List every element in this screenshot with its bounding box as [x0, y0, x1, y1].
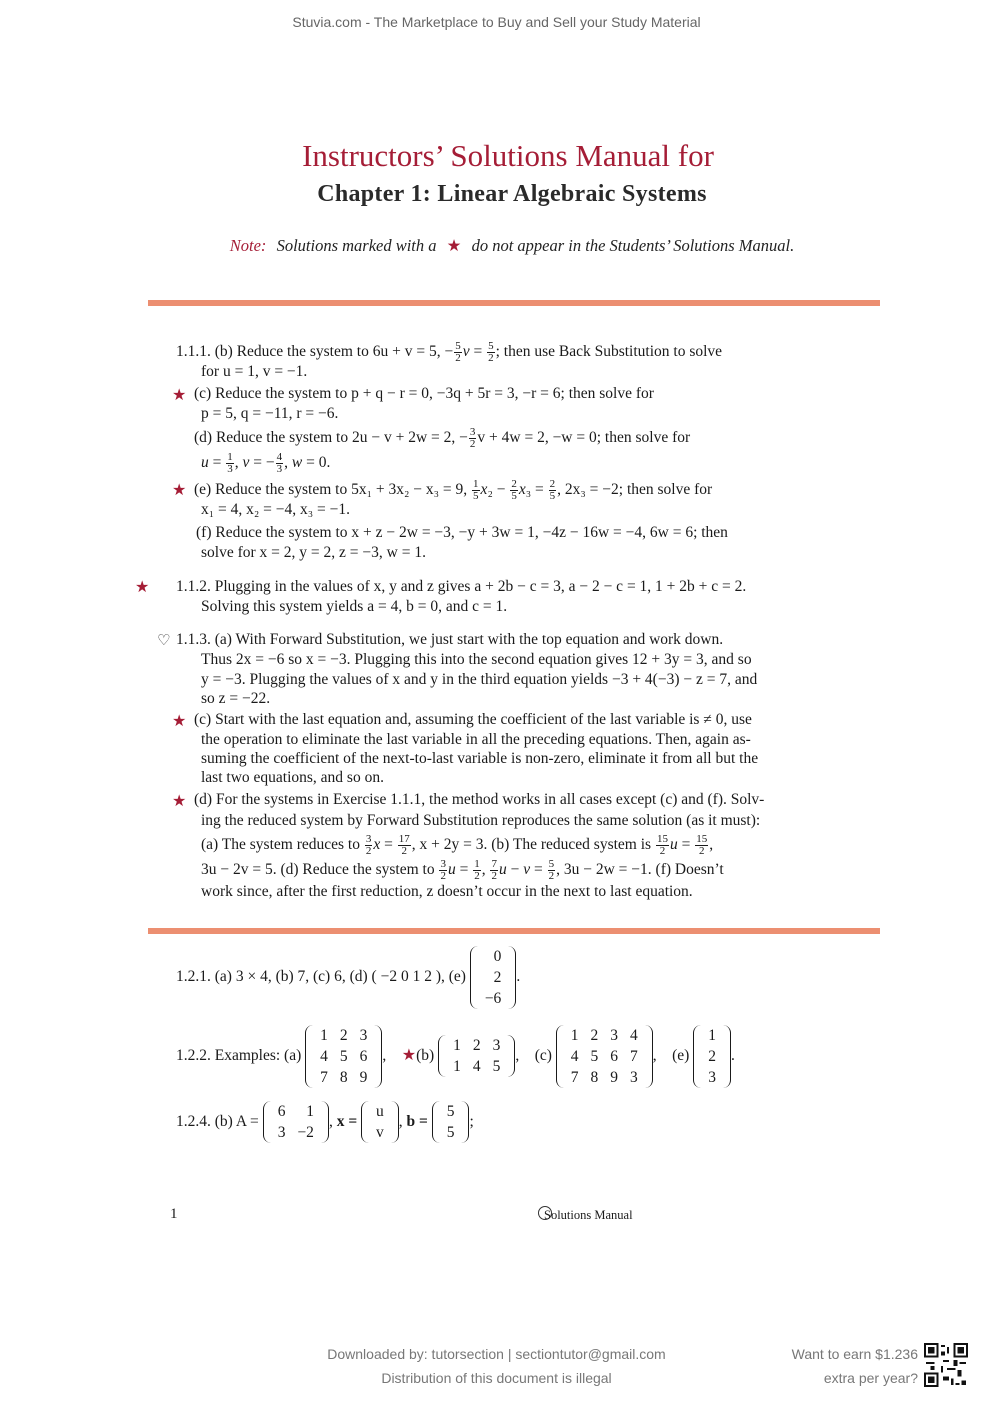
- matrix-entry: −6: [484, 989, 502, 1007]
- matrix-entry: 5: [492, 1058, 501, 1076]
- matrix-A: [263, 1101, 329, 1143]
- exercise-1-1-3-d: (d) For the systems in Exercise 1.1.1, the method works in all cases except (c) and (f). Solv-: [194, 791, 765, 808]
- matrix-entry: 6: [359, 1047, 368, 1065]
- matrix-entry: 4: [320, 1047, 328, 1065]
- exercise-1-1-3-c: (c) Start with the last equation and, assuming the coefficient of the last variable is ≠ 0, use: [194, 711, 752, 728]
- exercise-1-1-1-e-cont: x₁ = 4, x₂ = −4, x₃ = −1.: [201, 501, 351, 518]
- exercise-1-1-1-d-cont: u = $\frac{1}{3}$ , v = − $\frac{4}{3}$ , w = 0.: [201, 451, 331, 475]
- exercise-1-1-1-c-cont: p = 5, q = −11, r = −6.: [201, 405, 339, 422]
- matrix-entry: −2: [297, 1124, 314, 1142]
- download-info: Downloaded by: tutorsection | sectiontutor@gmail.com: [327, 1346, 666, 1362]
- matrix-entry: 9: [610, 1068, 619, 1086]
- exercise-1-1-3-d-cont: 3u − 2v = 5. (d) Reduce the system to $\frac{3}{2}$ u = $\frac{1}{2}$ , $\frac{7}{2}$ u − v = $\frac{5}{2}$ , 3u − 2w = −1. (f) Doesn’t: [201, 858, 724, 882]
- exercise-1-2-4: 1.2.4. (b) A = 6 1 3 −2 , x = u v , b = 5 5 ;: [176, 1103, 474, 1142]
- exercise-1-1-3-c-cont: last two equations, and so on.: [201, 769, 384, 786]
- exercise-1-1-1-f-cont: solve for x = 2, y = 2, z = −3, w = 1.: [201, 544, 426, 561]
- matrix-entry: 1: [320, 1026, 328, 1044]
- section-divider: [148, 300, 880, 306]
- matrix-entry: 1: [708, 1026, 716, 1044]
- matrix-entry: 3: [359, 1026, 368, 1044]
- star-icon: ★: [401, 1047, 417, 1064]
- exercise-1-1-1-b-cont: for u = 1, v = −1.: [201, 363, 308, 380]
- matrix-entry: 4: [570, 1047, 579, 1065]
- matrix-entry: 5: [339, 1047, 348, 1065]
- exercise-1-1-2: 1.1.2. Plugging in the values of x, y and z gives a + 2b − c = 3, a − 2 − c = 1, 1 + 2b + c = 2.: [176, 578, 747, 595]
- matrix-entry: 8: [339, 1068, 348, 1086]
- matrix-entry: 2: [590, 1026, 599, 1044]
- heart-icon: ♡: [157, 633, 171, 649]
- exercise-1-1-3-d-cont: ing the reduced system by Forward Substitution reproduces the same solution (as it must):: [201, 812, 761, 829]
- stuvia-banner[interactable]: Stuvia.com - The Marketplace to Buy and Sell your Study Material: [292, 14, 701, 30]
- earn-promo-line2[interactable]: extra per year?: [823, 1370, 918, 1386]
- matrix-entry: 2: [339, 1026, 348, 1044]
- matrix-entry: 1: [453, 1058, 461, 1076]
- manual-footer: Solutions Manual: [538, 1206, 633, 1223]
- matrix-entry: 0: [493, 947, 502, 965]
- exercise-1-1-1-d: (d) Reduce the system to 2u − v + 2w = 2, − $\frac{3}{2}$ v + 4w = 2, −w = 0; then solve for: [194, 426, 691, 450]
- matrix-entry: 7: [570, 1068, 579, 1086]
- matrix-entry: u: [376, 1103, 384, 1121]
- matrix-entry: 2: [493, 968, 502, 986]
- vector-b: [432, 1101, 470, 1143]
- matrix-entry: 7: [630, 1047, 638, 1065]
- vector-x: [361, 1101, 399, 1143]
- note-text-before: Solutions marked with a: [276, 236, 437, 255]
- matrix-entry: 6: [277, 1103, 286, 1121]
- distribution-notice: Distribution of this document is illegal: [381, 1370, 612, 1386]
- exercise-1-2-2: 1.2.2. Examples: (a) 1 2 3 4 5 6 7 8 9 , ★(b) 1 2 3 1 4 5 , (c) 1 2 3 4 4 5 6 7 7 8 9 3 , (e) 1 2 3 .: [176, 1026, 735, 1086]
- exercise-1-1-1-f: (f) Reduce the system to x + z − 2w = −3, −y + 3w = 1, −4z − 16w = −4, 6w = 6; then: [196, 524, 728, 541]
- exercise-1-1-3: 1.1.3. (a) With Forward Substitution, we just start with the top equation and work down.: [176, 631, 724, 648]
- page-number: 1: [170, 1206, 178, 1222]
- exercise-1-2-1: 1.2.1. (a) 3 × 4, (b) 7, (c) 6, (d) ( −2 0 1 2 ), (e) 0 2 −6 .: [176, 947, 521, 1007]
- matrix-entry: 3: [708, 1068, 716, 1086]
- note-label: Note:: [229, 236, 267, 255]
- star-icon: ★: [172, 793, 187, 810]
- section-divider: [148, 928, 880, 934]
- matrix-entry: 5: [590, 1047, 599, 1065]
- matrix-entry: 8: [590, 1068, 599, 1086]
- star-icon: ★: [446, 236, 462, 255]
- earn-promo-line1[interactable]: Want to earn $1.236: [791, 1346, 918, 1362]
- matrix-entry: 3: [610, 1026, 619, 1044]
- matrix-b: [438, 1035, 515, 1077]
- matrix-entry: 9: [359, 1068, 368, 1086]
- matrix-e: [693, 1025, 731, 1088]
- matrix-entry: 5: [446, 1124, 455, 1142]
- matrix-entry: 5: [446, 1103, 455, 1121]
- star-icon: ★: [172, 482, 187, 499]
- exercise-1-1-3-cont: so z = −22.: [201, 690, 271, 707]
- exercise-1-1-3-d-cont: (a) The system reduces to $\frac{3}{2}$ x = $\frac{17}{2}$ , x + 2y = 3. (b) The reduced system is $\frac{15}{2}$ u = $\frac{15}{2}$ ,: [201, 833, 714, 857]
- note-text-after: do not appear in the Students’ Solutions Manual.: [471, 236, 795, 255]
- exercise-1-1-1-b: 1.1.1. (b) Reduce the system to 6u + v = 5, − $\frac{5}{2}$ v = $\frac{5}{2}$ ; then use Back Substitution to solve: [176, 340, 723, 364]
- exercise-1-1-3-d-cont: work since, after the first reduction, z doesn’t occur in the next to last equation.: [201, 883, 693, 900]
- exercise-1-1-3-cont: y = −3. Plugging the values of x and y in the third equation yields −3 + 4(−3) − z = 7, and: [201, 671, 758, 688]
- matrix-entry: v: [376, 1124, 384, 1142]
- column-vector: [470, 946, 517, 1009]
- matrix-entry: 4: [472, 1058, 481, 1076]
- star-icon: ★: [135, 579, 150, 596]
- matrix-c: [556, 1025, 653, 1088]
- exercise-1-1-1-e: (e) Reduce the system to 5x₁ + 3x₂ − x₃ = 9, $\frac{1}{5}$ x₂ − $\frac{2}{5}$ x₃ = $\frac{2}{5}$ , 2x₃ = −2; then solve for: [194, 478, 713, 502]
- matrix-entry: 3: [492, 1037, 501, 1055]
- qr-code-icon[interactable]: [924, 1343, 968, 1387]
- matrix-entry: 2: [472, 1037, 481, 1055]
- exercise-1-1-3-c-cont: suming the coefficient of the next-to-last variable is non-zero, eliminate it from all but the: [201, 750, 759, 767]
- matrix-entry: 4: [630, 1026, 638, 1044]
- exercise-1-1-2-cont: Solving this system yields a = 4, b = 0, and c = 1.: [201, 598, 508, 615]
- matrix-entry: 6: [610, 1047, 619, 1065]
- matrix-a: [305, 1025, 382, 1088]
- star-icon: ★: [172, 387, 187, 404]
- matrix-entry: 1: [570, 1026, 579, 1044]
- note-line: [0, 236, 993, 256]
- exercise-1-1-3-c-cont: the operation to eliminate the last variable in all the preceding equations. Then, again as-: [201, 731, 751, 748]
- matrix-entry: 1: [306, 1103, 314, 1121]
- document-title: Instructors’ Solutions Manual for: [302, 138, 714, 173]
- matrix-entry: 1: [453, 1037, 461, 1055]
- matrix-entry: 3: [277, 1124, 286, 1142]
- matrix-entry: 3: [630, 1068, 638, 1086]
- exercise-1-1-1-c: (c) Reduce the system to p + q − r = 0, −3q + 5r = 3, −r = 6; then solve for: [194, 385, 654, 402]
- matrix-entry: 2: [708, 1047, 716, 1065]
- exercise-1-1-3-cont: Thus 2x = −6 so x = −3. Plugging this into the second equation gives 12 + 3y = 3, and so: [201, 651, 752, 668]
- star-icon: ★: [172, 713, 187, 730]
- chapter-title: Chapter 1: Linear Algebraic Systems: [317, 181, 707, 207]
- matrix-entry: 7: [320, 1068, 328, 1086]
